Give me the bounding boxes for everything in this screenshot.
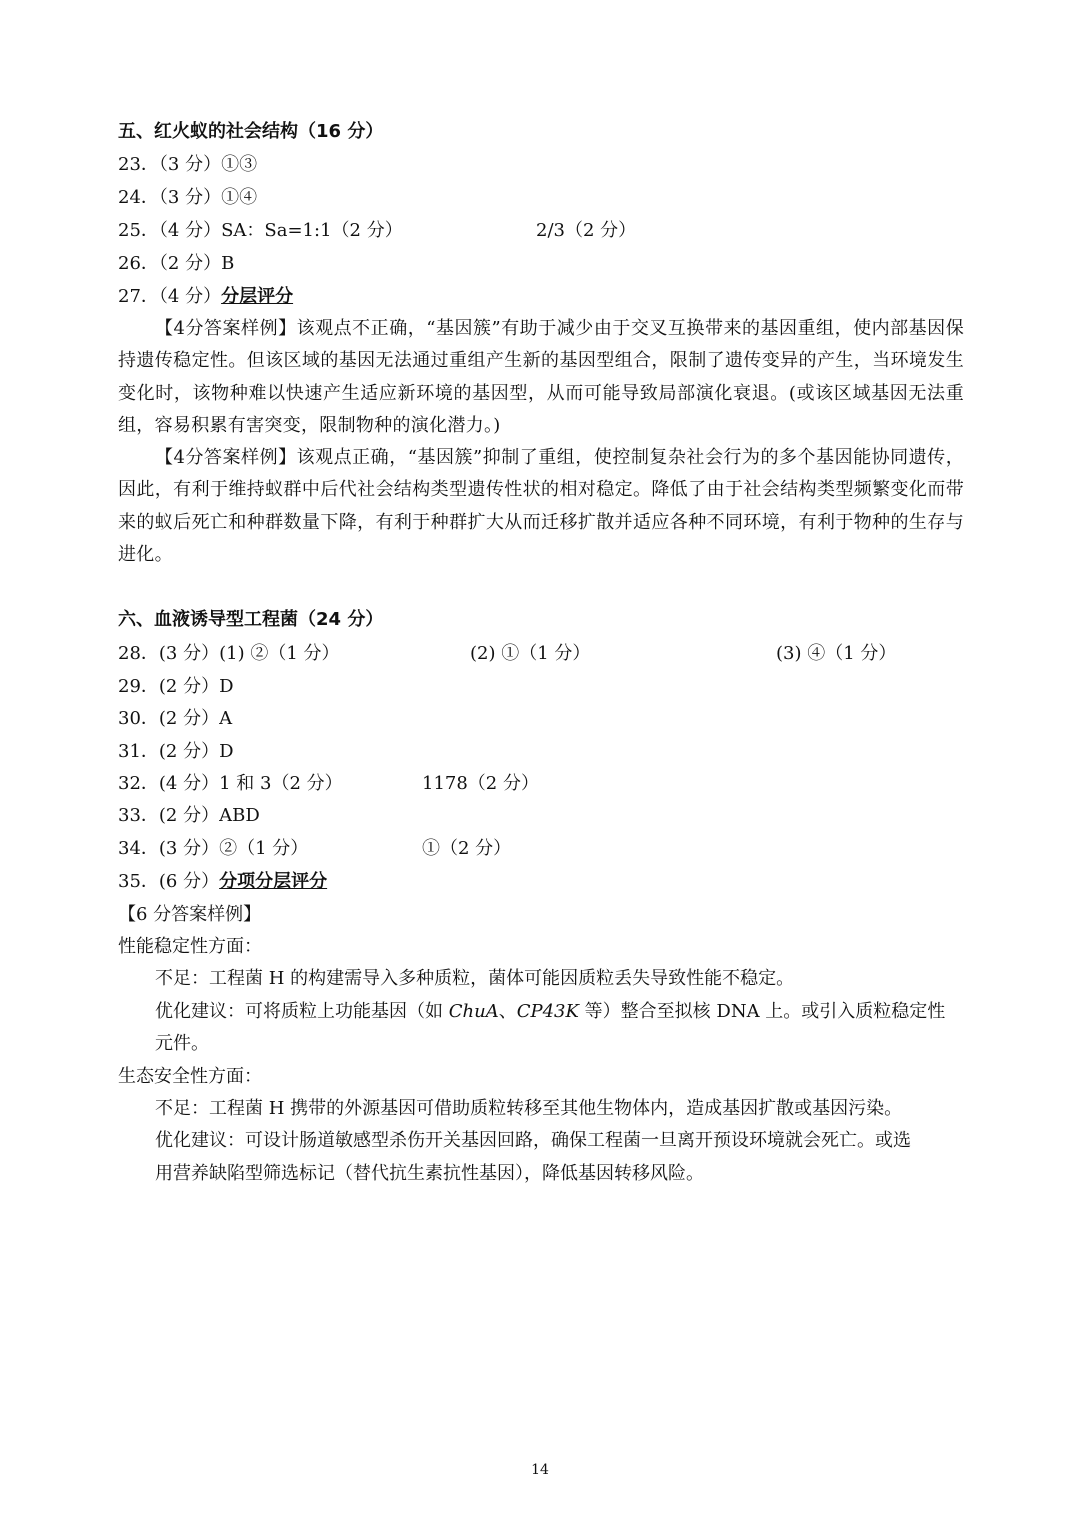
answer-q34 [118,837,512,861]
answer-q35-prefix: 35．(6 分） [118,871,220,892]
answer-q25-part2: 2/3（2 分） [536,220,637,241]
answer-q28-part2: (2) ①（1 分） [470,643,591,664]
answer-q27-label: 分层评分 [221,286,294,307]
answer-sample-2: 【4分答案样例】该观点正确，“基因簇”抑制了重组，使控制复杂社会行为的多个基因能协同遗传，因此，有利于维持蚁群中后代社会结构类型遗传性状的相对稳定。降低了由于社会结构类型频繁变化而带来的蚁后死亡和种群数量下降，有利于种群扩大从而迁移扩散并适应各种不同环境，有利于物种的生存与进化。 [118,447,964,565]
stability-title: 性能稳定性方面： [118,936,262,957]
answer-q23: 23．（3 分）①③ [118,154,258,175]
sample-title: 【6 分答案样例】 [118,904,262,925]
answer-q29: 29．(2 分）D [118,676,234,697]
eco-title: 生态安全性方面： [118,1066,262,1087]
answer-q35 [118,870,327,894]
answer-q24: 24．（3 分）①④ [118,187,258,208]
answer-q33: 33．(2 分）ABD [118,805,260,826]
gene-chua: ChuA [448,1001,499,1022]
section6-title: 六、血液诱导型工程菌（24 分） [118,609,384,630]
answer-q34-part1: 34．(3 分）②（1 分） [118,838,309,859]
answer-q34-part2: ①（2 分） [422,838,512,859]
answer-q32 [118,772,539,796]
answer-q32-part1: 32．(4 分）1 和 3（2 分） [118,773,343,794]
answer-q30: 30．(2 分）A [118,708,233,729]
stability-optimization-cont: 元件。 [155,1033,209,1054]
eco-lack: 不足：工程菌 H 携带的外源基因可借助质粒转移至其他生物体内，造成基因扩散或基因污染。 [155,1098,903,1119]
eco-optimization: 优化建议：可设计肠道敏感型杀伤开关基因回路，确保工程菌一旦离开预设环境就会死亡。或选 [155,1130,911,1151]
page-number: 14 [531,1462,549,1478]
answer-q25-part1: 25．（4 分）SA：Sa=1:1（2 分） [118,220,403,241]
stability-opt-text-b: 等）整合至拟核 DNA 上。或引入质粒稳定性 [578,1001,946,1022]
answer-q27 [118,285,293,309]
answer-q26: 26．（2 分）B [118,253,235,274]
answer-q28-part3: (3) ④（1 分） [776,643,897,664]
eco-optimization-cont: 用营养缺陷型筛选标记（替代抗生素抗性基因），降低基因转移风险。 [155,1163,704,1184]
answer-sample-1: 【4分答案样例】该观点不正确，“基因簇”有助于减少由于交叉互换带来的基因重组，使内部基因保持遗传稳定性。但该区域的基因无法通过重组产生新的基因型组合，限制了遗传变异的产生，当环境发生变化时，该物种难以快速产生适应新环境的基因型，从而可能导致局部演化衰退。(或该区域基因无法重组，容易积累有害突变，限制物种的演化潜力。) [118,318,964,436]
answer-q28 [118,642,897,666]
gene-cp43k: CP43K [516,1001,579,1022]
answer-q32-part2: 1178（2 分） [422,773,539,794]
stability-optimization [155,1000,945,1024]
answer-q27-prefix: 27．（4 分） [118,286,222,307]
answer-q35-label: 分项分层评分 [219,871,328,892]
stability-lack: 不足：工程菌 H 的构建需导入多种质粒，菌体可能因质粒丢失导致性能不稳定。 [155,968,795,989]
gene-separator: 、 [498,1001,517,1022]
section5-title: 五、红火蚁的社会结构（16 分） [118,121,384,142]
answer-q31: 31．(2 分）D [118,741,234,762]
answer-q28-part1: 28．(3 分）(1) ②（1 分） [118,643,340,664]
answer-q25 [118,219,637,243]
stability-opt-text-a: 优化建议：可将质粒上功能基因（如 [155,1001,449,1022]
